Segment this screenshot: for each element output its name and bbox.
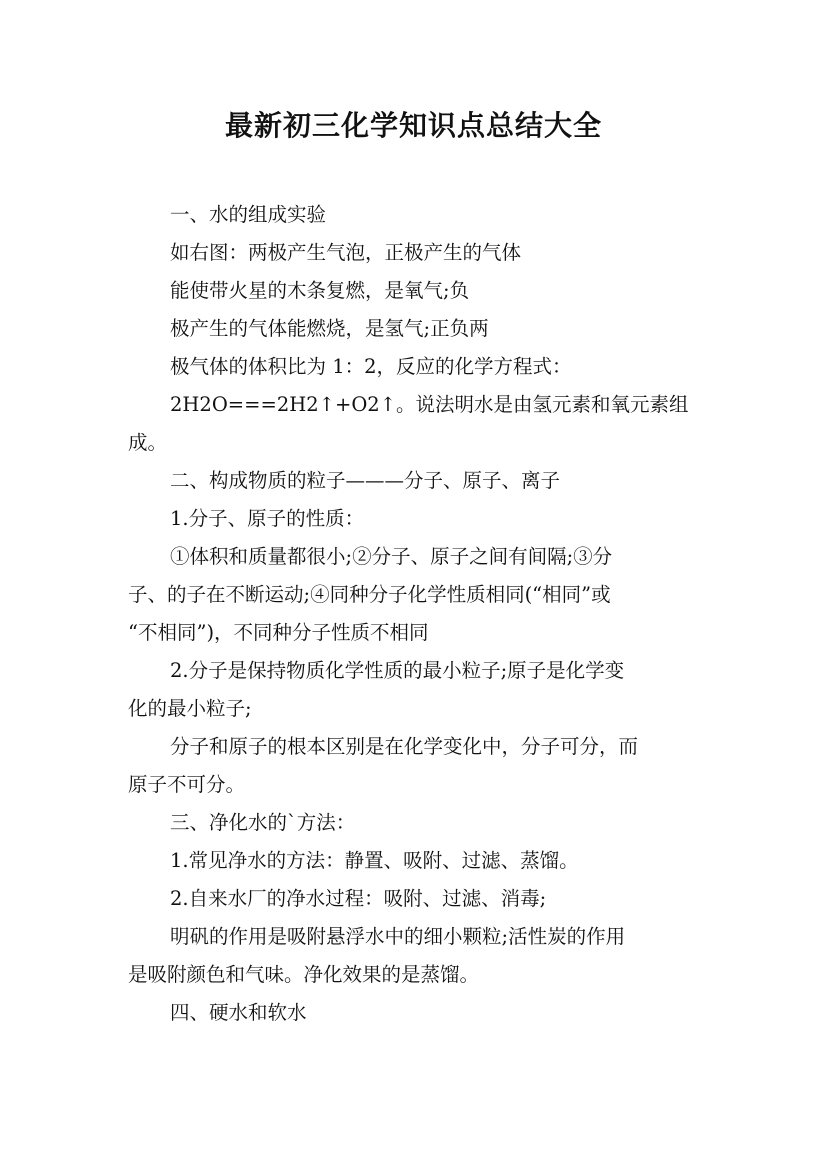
text-line: 2.自来水厂的净水过程：吸附、过滤、消毒; bbox=[170, 887, 547, 910]
text-line: ①体积和质量都很小;②分子、原子之间有间隔;③分 bbox=[170, 545, 613, 568]
text-line: 原子不可分。 bbox=[128, 773, 246, 796]
text-line: 极气体的体积比为 1：2，反应的化学方程式： bbox=[170, 355, 572, 378]
text-line: 子、的子在不断运动;④同种分子化学性质相同(“相同”或 bbox=[128, 583, 611, 606]
text-line: 化的最小粒子; bbox=[128, 697, 252, 720]
text-line: 三、净化水的`方法： bbox=[170, 811, 356, 834]
text-line: 1.分子、原子的性质： bbox=[170, 507, 365, 530]
text-line: 四、硬水和软水 bbox=[170, 1001, 307, 1024]
text-line: 2.分子是保持物质化学性质的最小粒子;原子是化学变 bbox=[170, 659, 625, 682]
text-line: 极产生的气体能燃烧，是氢气;正负两 bbox=[170, 317, 489, 340]
text-line: 1.常见净水的方法：静置、吸附、过滤、蒸馏。 bbox=[170, 849, 579, 872]
text-line: 如右图：两极产生气泡，正极产生的气体 bbox=[170, 241, 522, 264]
text-line: 二、构成物质的粒子———分子、原子、离子 bbox=[170, 469, 561, 492]
text-line: 是吸附颜色和气味。净化效果的是蒸馏。 bbox=[128, 963, 480, 986]
text-line: 明矾的作用是吸附悬浮水中的细小颗粒;活性炭的作用 bbox=[170, 925, 626, 948]
document-body bbox=[128, 196, 703, 1032]
text-line: “不相同”)，不同种分子性质不相同 bbox=[128, 621, 429, 644]
text-line: 2H2O===2H2↑+O2↑。说法明水是由氢元素和氧元素组 bbox=[170, 393, 689, 416]
text-line: 成。 bbox=[128, 431, 168, 454]
document-title: 最新初三化学知识点总结大全 bbox=[224, 109, 602, 142]
text-line: 能使带火星的木条复燃，是氧气;负 bbox=[170, 279, 470, 302]
text-line: 分子和原子的根本区别是在化学变化中，分子可分，而 bbox=[170, 735, 639, 758]
text-line: 一、水的组成实验 bbox=[170, 203, 327, 226]
